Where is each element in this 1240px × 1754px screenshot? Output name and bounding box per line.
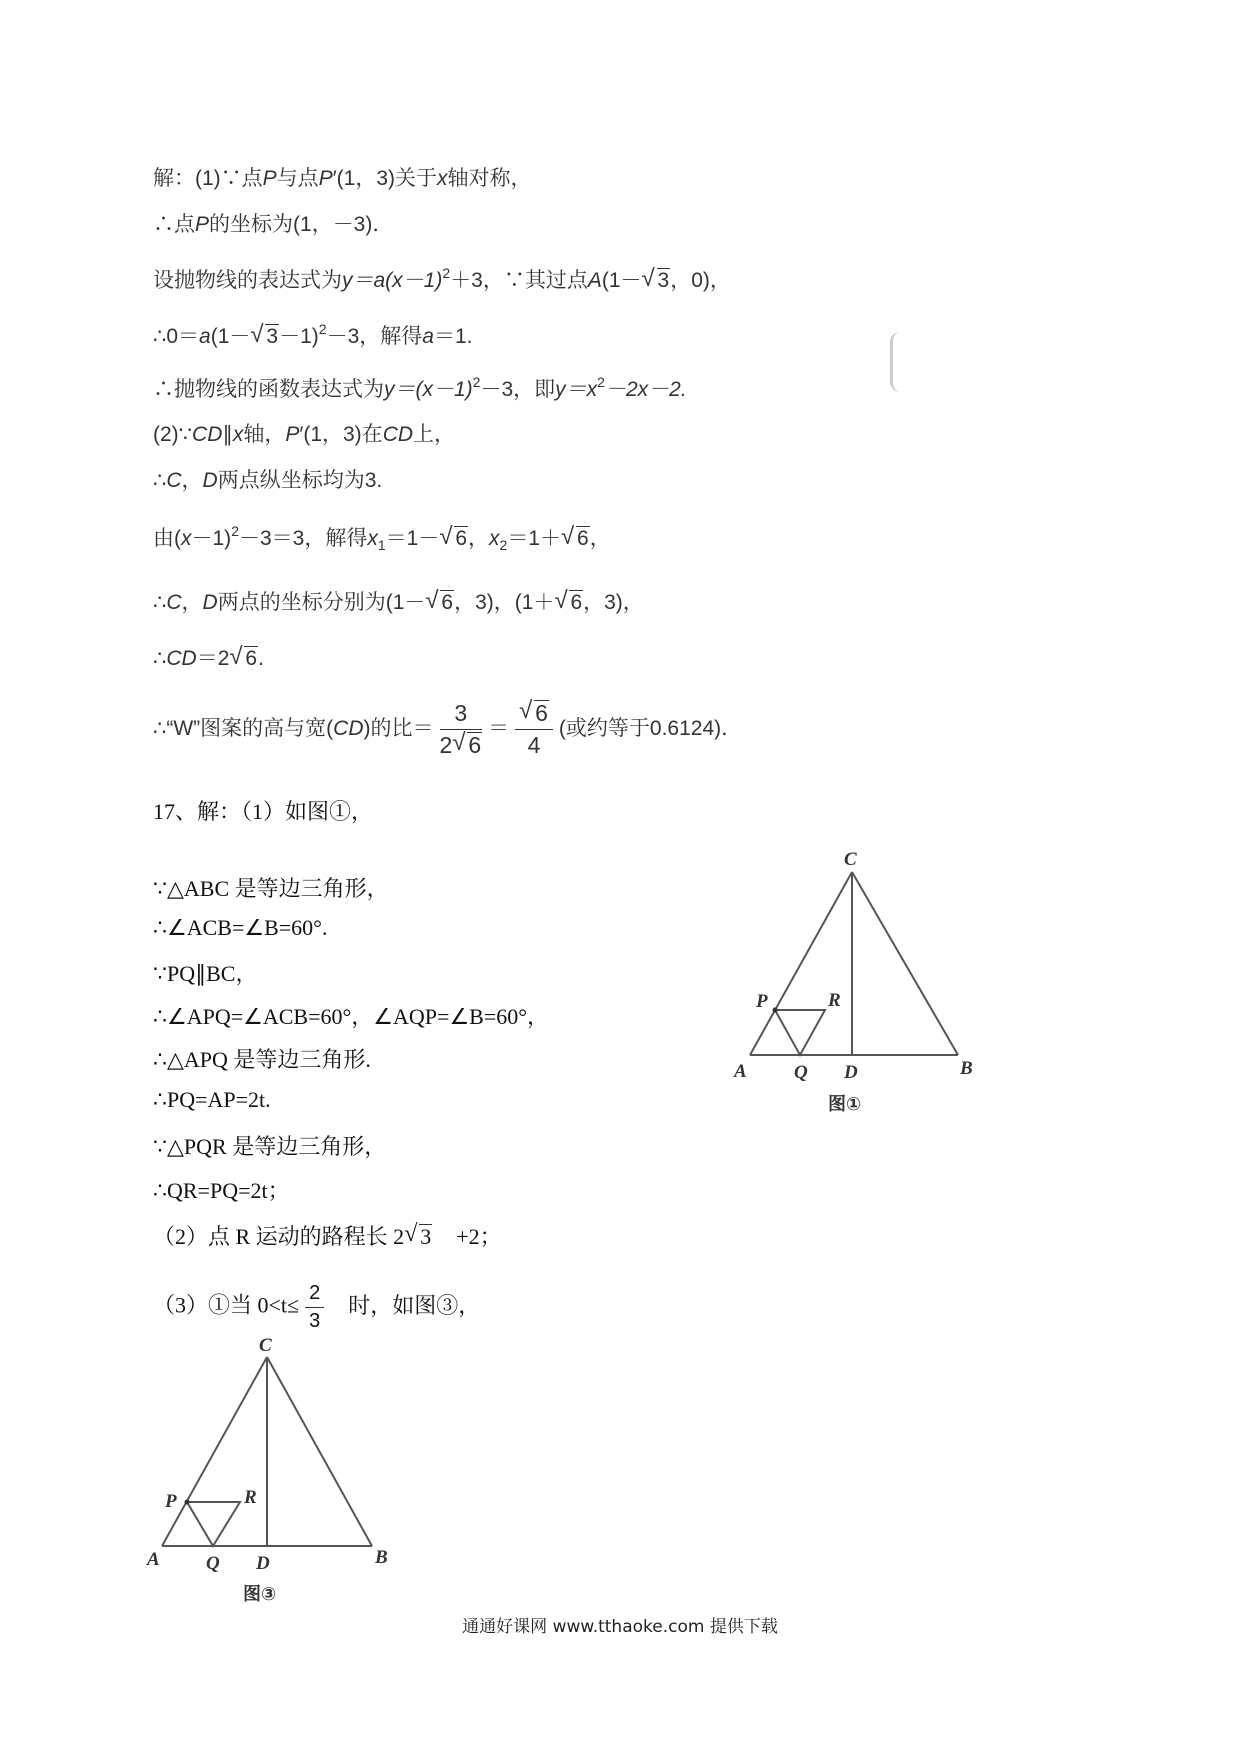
fraction [305,1282,324,1333]
side-BC [267,1357,372,1546]
text: ∴ [153,591,167,614]
text: ∴抛物线的函数表达式为 [153,378,384,401]
text: ′(1，3)关于 [332,167,437,190]
expression: －2x－2. [604,378,687,401]
text: 轴， [243,423,286,446]
text: ＝ [488,717,510,741]
exponent: 2 [472,374,481,390]
text: 设抛物线的表达式为 [153,269,342,292]
text: ， [589,527,611,550]
sol17-step-2: ∴∠ACB=∠B=60°. [153,915,328,940]
exponent: 2 [231,523,239,539]
var-x: x [437,167,448,190]
figure-3 [140,1335,420,1615]
text: ， [181,591,203,614]
label-C: C [259,1335,272,1356]
text: 两点纵坐标均为3. [217,469,383,492]
text: ∴0＝ [153,325,200,348]
sqrt [644,268,671,293]
var-P-prime: P [318,167,333,190]
sol17-step-6: ∴PQ=AP=2t. [153,1087,271,1112]
sol17-step-1: ∵△ABC 是等边三角形， [153,876,389,901]
fraction [515,700,553,759]
sqrt [231,646,258,671]
sol17-step-8: ∴QR=PQ=2t； [153,1178,290,1203]
text: ＝2 [196,647,230,670]
numerator: 2 [305,1282,324,1308]
caption-figure-1: 图① [828,1094,862,1115]
sqrt [454,732,482,759]
var-P: P [262,167,277,190]
scan-artifact [890,332,907,392]
sol16-line-9 [153,586,644,616]
label-D: D [256,1553,270,1574]
sol17-step-4: ∴∠APQ=∠ACB=60°，∠AQP=∠B=60°， [153,1004,550,1029]
exponent: 2 [318,321,327,337]
sol17-part-2 [153,1220,502,1251]
sqrt [441,526,468,551]
fraction [440,700,483,759]
exponent: 2 [442,265,451,281]
text: 轴对称， [447,167,532,190]
sqrt [252,324,279,349]
sol17-part-3 [153,1282,480,1333]
var-CD: CD [382,423,414,446]
text: 两点的坐标分别为(1－ [217,591,426,614]
var-x: x [181,527,192,550]
text: 时，如图③， [348,1292,481,1318]
label-R: R [828,990,841,1011]
radicand: 6 [535,700,548,726]
sol16-line-7 [153,464,382,494]
text: ∴ [153,647,167,670]
text: (1－ [601,269,642,292]
page-footer: 通通好课网 www.tthaoke.com 提供下载 [462,1617,778,1637]
radicand: 6 [441,591,454,614]
text: （2）点 R 运动的路程长 2 [153,1224,405,1249]
var-x: x [367,527,378,550]
text: )的比＝ [363,717,434,741]
var-C: C [166,469,182,492]
sol16-line-6 [153,418,455,448]
text: ∴点 [153,213,195,236]
text: －3，解得 [326,325,423,348]
var-P: P [285,423,300,446]
sol17-step-7: ∵△PQR 是等边三角形， [153,1134,387,1159]
text: ，0)， [670,269,731,292]
radicand: 6 [570,591,583,614]
text: ，3)，(1＋ [454,591,555,614]
triangle-PQR [187,1502,240,1546]
exponent: 2 [597,374,605,390]
text: ，3)， [583,591,644,614]
var-CD: CD [192,423,223,446]
sol17-step-3: ∵PQ∥BC， [153,961,258,986]
radicand: 6 [245,647,258,670]
sol16-line-10 [153,642,264,672]
text: ＋3，∵其过点 [450,269,588,292]
side-AC [162,1357,267,1546]
radicand: 6 [577,527,589,550]
var-D: D [202,591,218,614]
point-P [773,1008,778,1013]
text: 2 [439,732,453,758]
expression: y＝a(x－1) [342,269,443,292]
text: ＝1＋ [507,527,561,550]
sol16-line-1 [153,162,532,192]
triangle-PQR [775,1010,825,1055]
text: ＝1. [433,325,473,348]
denominator: 3 [309,1310,321,1332]
var-a: a [199,325,211,348]
var-A: A [587,269,602,292]
text: 的坐标为(1，－3)． [209,213,394,236]
sol16-line-2 [153,208,393,238]
text: －1) [279,325,319,348]
side-BC [852,872,958,1055]
text: ∥ [222,423,233,446]
var-x: x [232,423,244,446]
label-D: D [844,1062,858,1083]
sqrt [521,700,549,727]
text: (1－ [210,325,251,348]
var-P: P [195,213,210,236]
text: －1) [191,527,232,550]
text: ＝1－ [385,527,440,550]
sol16-line-11 [153,700,742,759]
sqrt [563,526,590,551]
radicand: 6 [468,732,482,758]
denominator [440,730,483,759]
sqrt [406,1224,432,1250]
var-C: C [166,591,182,614]
var-D: D [202,469,218,492]
expression: y＝(x－1) [384,378,473,401]
subscript: 2 [499,537,508,553]
point-P [185,1500,190,1505]
denominator: 4 [527,732,541,758]
text: ， [181,469,203,492]
var-CD: CD [166,647,197,670]
text: . [258,647,264,670]
sol17-step-5: ∴△APQ 是等边三角形. [153,1047,371,1072]
label-P: P [756,991,768,1012]
radicand: 3 [420,1224,432,1249]
text: 上， [413,423,456,446]
text: 解：(1)∵点 [153,167,263,190]
text: +2； [456,1224,502,1249]
figure-1 [720,845,1000,1125]
label-A: A [147,1549,160,1570]
text: ′(1，3)在 [299,423,383,446]
expression: y＝x [555,378,598,401]
caption-figure-3: 图③ [243,1584,277,1605]
text: －3，即 [480,378,556,401]
sol16-line-5 [153,373,687,403]
sol16-line-8 [153,522,611,553]
radicand: 3 [266,325,279,348]
text: (或约等于0.6124)． [558,717,743,741]
numerator [515,700,553,730]
sol16-line-3 [153,264,731,294]
var-a: a [422,325,434,348]
text: 与点 [276,167,319,190]
var-CD: CD [333,717,364,741]
text: ， [468,527,490,550]
side-AC [750,872,852,1055]
subscript: 1 [377,537,386,553]
text: （3）①当 0<t≤ [153,1292,300,1318]
sqrt [556,590,583,615]
text: (2)∵ [153,423,193,446]
label-P: P [165,1491,177,1512]
sqrt [427,590,454,615]
label-C: C [844,849,857,870]
label-Q: Q [794,1062,808,1083]
radicand: 3 [657,269,670,292]
text: 由( [153,527,181,550]
label-B: B [960,1058,973,1079]
radicand: 6 [455,527,468,550]
text: ∴ [153,469,167,492]
var-x: x [489,527,500,550]
sol17-heading: 17、解：（1）如图①， [153,799,374,824]
text: －3＝3，解得 [238,527,368,550]
numerator: 3 [440,700,483,730]
label-Q: Q [206,1553,220,1574]
label-R: R [244,1487,257,1508]
text: ∴“W”图案的高与宽( [153,717,334,741]
sol16-line-4 [153,320,472,350]
label-A: A [734,1061,747,1082]
label-B: B [375,1547,388,1568]
